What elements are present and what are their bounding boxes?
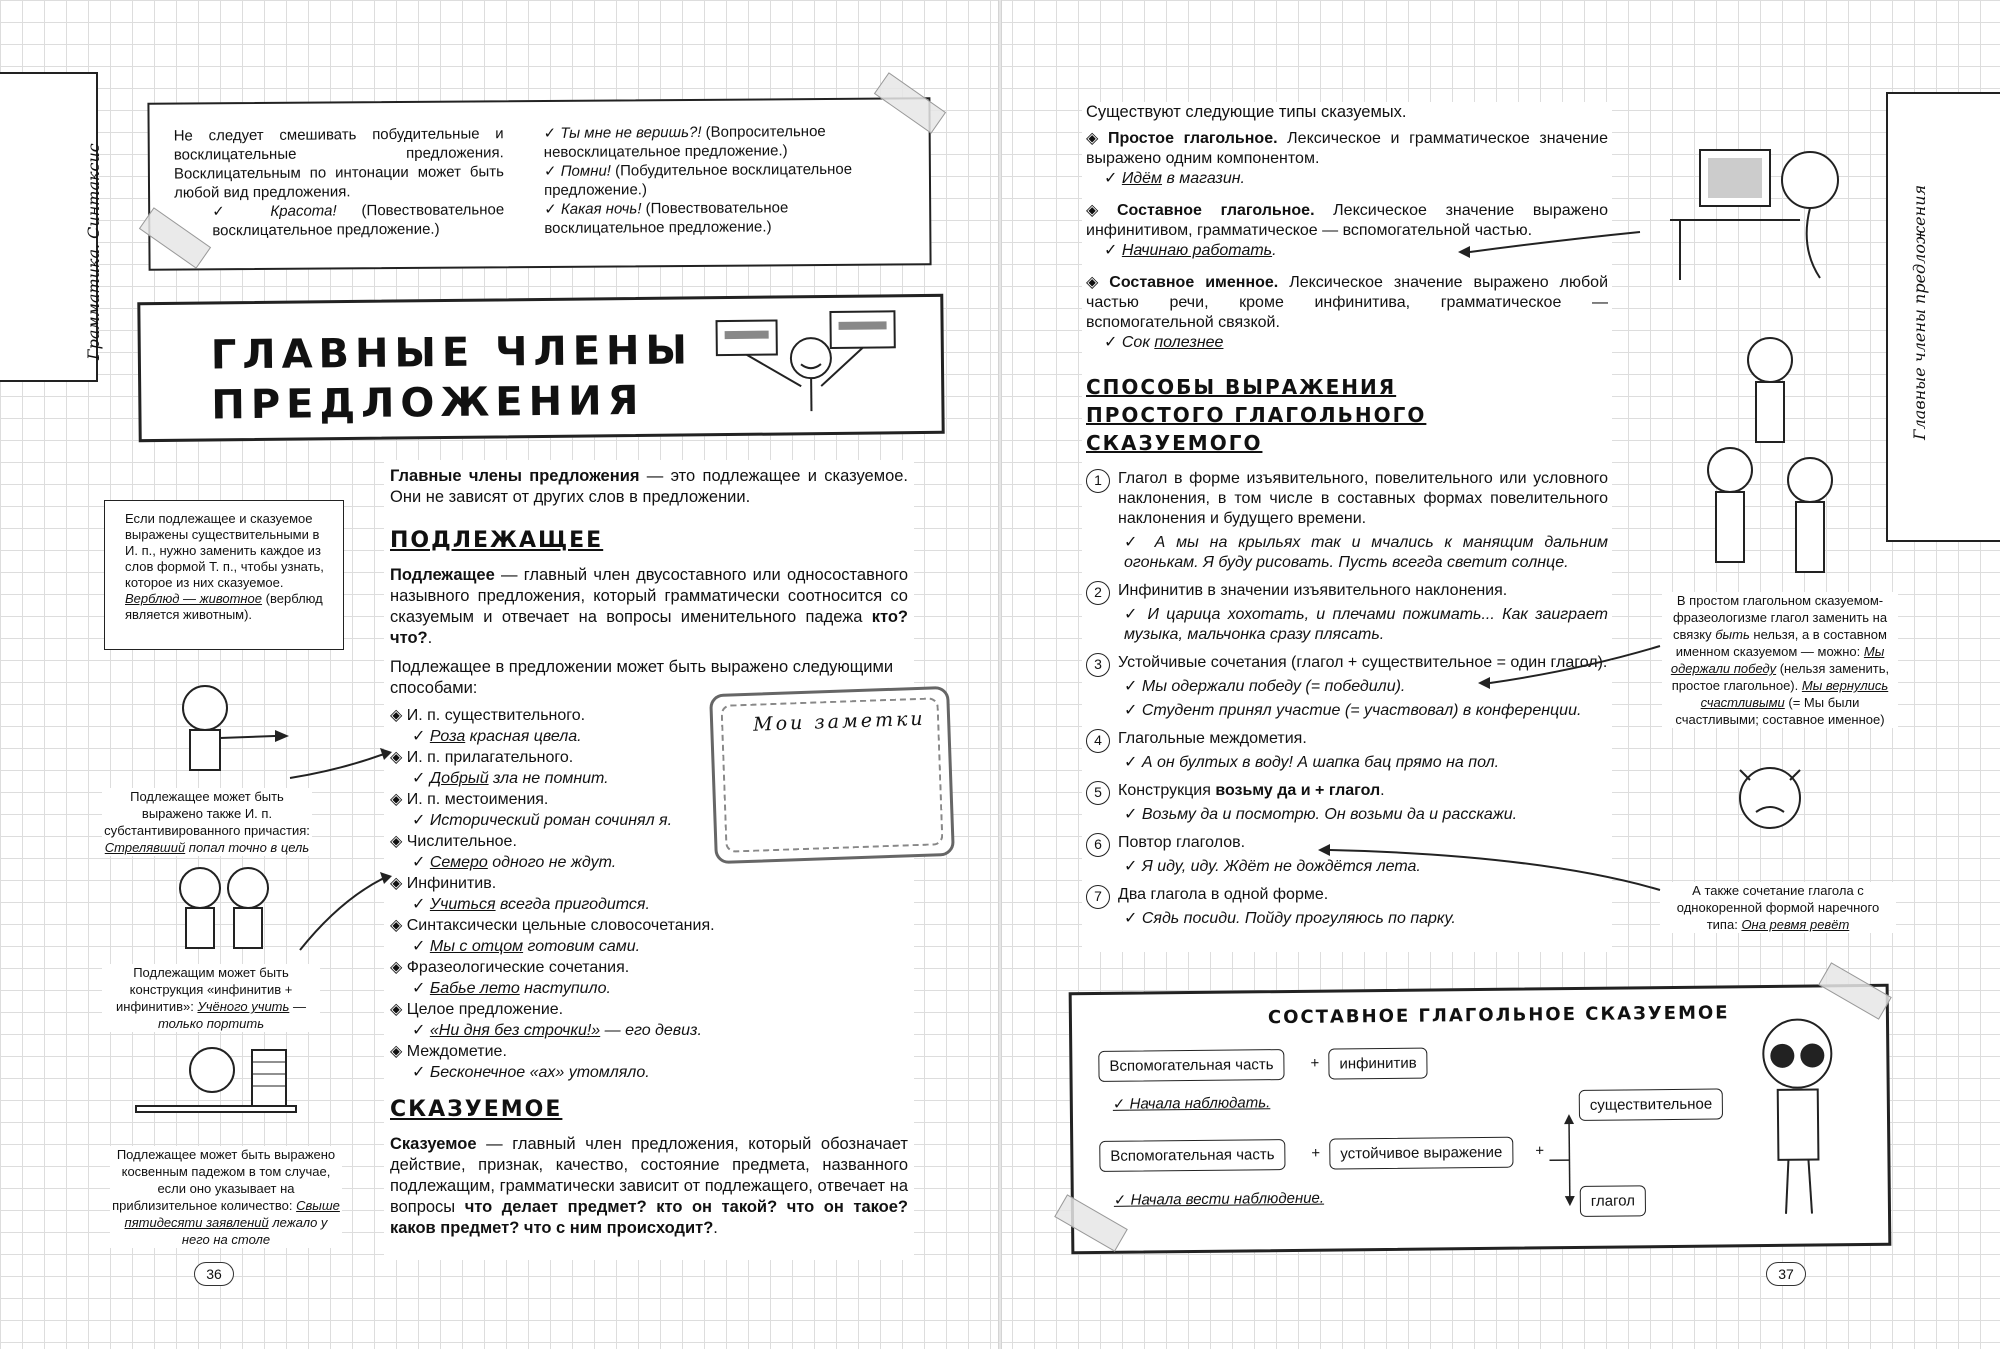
caption-text: (нельзя заменить, простое глагольное). <box>1671 661 1890 693</box>
example-comment: (Повествовательное восклицательное предложение.) <box>544 199 789 237</box>
example-rest: красная цвела. <box>465 728 582 745</box>
way-number: 7 <box>1086 885 1110 909</box>
example-rest: всегда пригодится. <box>495 896 650 913</box>
types-intro: Существуют следующие типы сказуемых. <box>1086 103 1407 121</box>
predicate-type-name: Составное глагольное. <box>1116 202 1315 219</box>
example-rest: Исторический роман сочинял я. <box>429 812 673 829</box>
way-number: 5 <box>1086 781 1110 805</box>
page-number-left: 36 <box>194 1262 234 1286</box>
top-note-example-comment: (Повествовательное восклицательное предложение.) <box>212 201 505 240</box>
predicate-type-desc: Лексическое значение выражено любой частью речи, кроме инфинитива, грамматическое — вспомогательной связкой. <box>1086 274 1609 331</box>
way-text: Инфинитив в значении изъявительного наклонения. <box>1118 582 1508 599</box>
subject-term: Подлежащее <box>390 566 495 584</box>
example-underlined: полезнее <box>1154 334 1224 351</box>
subject-way-item <box>390 915 908 957</box>
caption-example: Учёного учить <box>197 999 290 1014</box>
example-underlined: «Ни дня без строчки!» <box>429 1022 601 1039</box>
compound-predicate-scheme <box>1069 984 1892 1255</box>
example-underlined: Бабье лето <box>429 980 520 997</box>
way-text: Конструкция <box>1118 782 1216 799</box>
scheme-branch-arrows <box>1549 1110 1590 1210</box>
caption-adverbial-form <box>1660 882 1896 933</box>
subject-way-label: ◈ И. п. местоимения. <box>390 789 908 810</box>
caption-text: А также сочетание глагола с однокоренной формой наречного типа: <box>1676 883 1880 932</box>
example-rest: готовим сами. <box>523 938 641 955</box>
right-tab-label: Главные члены предложения <box>1910 184 1929 440</box>
way-item <box>1086 577 1608 649</box>
tip-text: Если подлежащее и сказуемое выражены существительными в И. п., нужно заменить каждое из слов формой Т. п., чтобы узнать, которое из них сказуемое. <box>125 511 324 590</box>
girl-with-binoculars-illustration <box>1732 1003 1864 1224</box>
caption-text: нельзя, а в составном именном сказуемом — можно: <box>1675 627 1887 659</box>
two-kids-illustration <box>160 858 290 968</box>
way-text: Устойчивые сочетания (глагол + существительное = один глагол). <box>1118 654 1608 671</box>
example-line: ✓ Ты мне не веришь?! <box>544 124 702 142</box>
way-example: ✓ А мы на крыльях так и мчались к манящим дальним огонькам. Я буду рисовать. Пусть всегда светит солнце. <box>1118 533 1608 573</box>
caption-example-rest: попал точно в цель <box>185 840 310 855</box>
subject-way-label: ◈ И. п. прилагательного. <box>390 747 908 768</box>
predicate-type-name: Составное именное. <box>1109 274 1279 291</box>
example-underlined: Идём <box>1121 170 1163 187</box>
way-item <box>1086 829 1608 881</box>
scheme-aux-part-2: Вспомогательная часть <box>1099 1139 1285 1172</box>
title-banner <box>137 294 944 442</box>
example-rest: Сок <box>1121 334 1155 351</box>
way-item <box>1086 777 1608 829</box>
subject-way-label: ◈ И. п. существительного. <box>390 705 908 726</box>
predicate-type-desc: Лексическое и грамматическое значение выражено одним компонентом. <box>1086 130 1609 167</box>
way-number: 6 <box>1086 833 1110 857</box>
top-note-text: Не следует смешивать побудительные и восклицательные предложения. Восклицательным по интонации может быть любой вид предложения. <box>173 125 504 202</box>
caption-infinitive-subject <box>102 964 320 1032</box>
caption-text: Подлежащее может быть выражено косвенным падежом в том случае, если оно указывает на приблизительное количество: <box>112 1147 336 1213</box>
example-rest: . <box>1272 242 1277 259</box>
example-line: ✓ Помни! <box>544 163 611 180</box>
subject-intro2: Подлежащее в предложении может быть выражено следующими способами: <box>390 658 894 697</box>
right-main-column <box>1082 102 1612 952</box>
subject-way-label: ◈ Фразеологические сочетания. <box>390 957 908 978</box>
example-rest: наступило. <box>519 980 611 997</box>
caption-example-rest: лежало у него на столе <box>181 1215 328 1247</box>
way-item <box>1086 725 1608 777</box>
way-number: 3 <box>1086 653 1110 677</box>
predicate-questions: что делает предмет? кто он такой? что он такое? каков предмет? что с ним происходит? <box>390 1198 908 1237</box>
predicate-types-list <box>1086 123 1608 359</box>
way-number: 4 <box>1086 729 1110 753</box>
way-example: ✓ Студент принял участие (= участвовал) в конференции. <box>1118 701 1608 721</box>
scheme-infinitive: инфинитив <box>1328 1048 1428 1080</box>
way-text: Глагольные междометия. <box>1118 730 1307 747</box>
left-tab-label: Грамматика. Синтаксис <box>84 143 103 360</box>
scheme-example-2: ✓ Начала вести наблюдение. <box>1114 1189 1324 1210</box>
subject-way-example <box>390 1020 908 1041</box>
subject-way-label: ◈ Междометие. <box>390 1041 908 1062</box>
way-text-end: . <box>1380 782 1385 799</box>
example-underlined: Мы с отцом <box>429 938 524 955</box>
caption-participle-subject <box>102 788 312 856</box>
scheme-example-1: ✓ Начала наблюдать. <box>1113 1093 1271 1114</box>
way-number: 2 <box>1086 581 1110 605</box>
scheme-aux-part-1: Вспомогательная часть <box>1098 1049 1284 1082</box>
caption-text: Подлежащее может быть выражено также И. п. субстантивированного причастия: <box>104 789 310 838</box>
caption-text: (= Мы были счастливыми; составное именное) <box>1675 695 1885 727</box>
predicate-term: Сказуемое <box>390 1135 477 1153</box>
predicate-type-item <box>1086 123 1608 195</box>
caption-text: Подлежащим может быть конструкция «инфинитив + инфинитив»: <box>116 965 293 1014</box>
example-rest: Бесконечное «ах» утомляло. <box>429 1064 650 1081</box>
example-underlined: Роза <box>429 728 466 745</box>
subject-way-example <box>390 978 908 999</box>
scheme-plus: + <box>1310 1054 1320 1072</box>
top-note-examples <box>544 122 875 238</box>
subject-way-label: ◈ Числительное. <box>390 831 908 852</box>
scheme-noun: существительное <box>1579 1088 1724 1121</box>
way-example: ✓ Сядь посиди. Пойду прогуляюсь по парку. <box>1118 909 1608 929</box>
example-rest: зла не помнит. <box>488 770 609 787</box>
kid-with-arrow-illustration <box>165 678 295 788</box>
my-notes-box <box>709 686 955 864</box>
example-underlined: Учиться <box>429 896 496 913</box>
scheme-plus: + <box>1535 1142 1545 1160</box>
example-underlined: Семеро <box>429 854 488 871</box>
banner-title-line1: ГЛАВНЫЕ ЧЛЕНЫ <box>210 327 694 379</box>
example-rest: — его девиз. <box>600 1022 702 1039</box>
subject-way-item <box>390 873 908 915</box>
caption-text: В простом глагольном сказуемом-фразеологизме глагол заменить на связку <box>1672 593 1888 642</box>
way-item <box>1086 649 1608 725</box>
caption-phraseologism <box>1662 592 1898 728</box>
way-text-bold: возьму да и + глагол <box>1215 782 1381 799</box>
predicate-type-item <box>1086 195 1608 267</box>
banner-title-line2: ПРЕДЛОЖЕНИЯ <box>211 377 645 429</box>
way-item <box>1086 465 1608 577</box>
my-notes-label: Мои заметки <box>752 707 926 736</box>
scheme-title: СОСТАВНОЕ ГЛАГОЛЬНОЕ СКАЗУЕМОЕ <box>1267 1002 1730 1029</box>
example-rest: в магазин. <box>1162 170 1245 187</box>
top-note-example: ✓ Красота! <box>212 202 337 220</box>
predicate-heading: СКАЗУЕМОЕ <box>390 1097 563 1122</box>
ways-list <box>1086 465 1608 933</box>
subject-way-example <box>390 894 908 915</box>
kids-pyramid-illustration <box>1690 330 1850 590</box>
caption-example: Свыше пятидесяти заявлений <box>124 1198 340 1230</box>
predicate-type-example <box>1086 333 1608 353</box>
ways-heading: СПОСОБЫ ВЫРАЖЕНИЯ ПРОСТОГО ГЛАГОЛЬНОГО СКАЗУЕМОГО <box>1086 375 1427 455</box>
subject-way-item <box>390 957 908 999</box>
predicate-type-desc: Лексическое значение выражено инфинитивом, грамматическое — вспомогательной частью. <box>1086 202 1609 239</box>
tip-example-note: (верблюд является животным). <box>125 591 323 622</box>
caption-example: Мы одержали победу <box>1670 644 1885 676</box>
intro-text: — это подлежащее и сказуемое. Они не зависят от других слов в предложении. <box>390 467 909 506</box>
way-text: Два глагола в одной форме. <box>1118 886 1329 903</box>
subject-definition: — главный член двусоставного или односоставного назывного предложения, который грамматически соотносится со сказуемым и отвечает на вопросы именительного падежа <box>390 566 908 626</box>
predicate-type-example <box>1086 169 1608 189</box>
kid-with-signs-illustration <box>710 305 911 427</box>
predicate-definition: — главный член предложения, который обозначает действие, признак, качество, состояние предмета, названного подлежащим, грамматически зависит от подлежащего, отвечает на вопросы <box>390 1135 908 1216</box>
left-main-column: Главные члены предложения — это подлежащее и сказуемое. Они не зависят от других слов в предложении. ПОДЛЕЖАЩЕЕ Подлежащее — главный член двусоставного или односоставного назывного предложения, который грамматически соотносится со сказуемым и отвечает на вопросы именительного падежа кто? что?. Подлежащее в предложении может быть выражено следующими способами: ◈ И. п. существительного. ✓ Роза красная цвела. ◈ И. п. прилагательного. ✓ Добрый зла не помнит. ◈ И. п. местоимения. ✓ Исторический роман сочинял я. ◈ Числительное. ✓ Семеро одного не ждут. ◈ Инфинитив. ✓ Учиться всегда пригодится. ◈ Синтаксически цельные словосочетания. ✓ Мы с отцом готовим сами. ◈ Фразеологические сочетания. ✓ Бабье лето наступило. ◈ Целое предложение. ✓ «Ни дня без строчки!» — его девиз. ◈ Междометие. ✓ Бесконечное «ах» утомляло. СКАЗУЕМОЕ Сказуемое — главный член предложения, который обозначает действие, признак, качество, состояние предмета, названного подлежащим, грамматически зависит от подлежащего, отвечает на вопросы что делает предмет? кто он такой? что он такое? каков предмет? что с ним происходит?. <box>384 460 914 1260</box>
way-example: ✓ И царица хохотать, и плечами пожимать... Как заиграет музыка, мальчонка сразу плясать. <box>1118 605 1608 645</box>
way-number: 1 <box>1086 469 1110 493</box>
example-underlined: Добрый <box>429 770 489 787</box>
way-example: ✓ Возьму да и посмотрю. Он возьми да и расскажи. <box>1118 805 1608 825</box>
caption-example-rest: — только портить <box>157 999 306 1031</box>
crying-kid-illustration <box>1720 750 1820 860</box>
way-text: Глагол в форме изъявительного, повелительного или условного наклонения, в том числе в составных формах повелительного наклонения и будущего времени. <box>1118 470 1608 527</box>
subject-way-label: ◈ Синтаксически цельные словосочетания. <box>390 915 908 936</box>
kid-at-laptop-illustration <box>1660 130 1860 290</box>
scheme-stable-expression: устойчивое выражение <box>1329 1137 1513 1170</box>
way-example: ✓ А он бултых в воду! А шапка бац прямо на пол. <box>1118 753 1608 773</box>
way-example: ✓ Мы одержали победу (= победили). <box>1118 677 1608 697</box>
predicate-type-name: Простое глагольное. <box>1107 130 1278 147</box>
scheme-verb: глагол <box>1580 1185 1646 1217</box>
subject-way-label: ◈ Целое предложение. <box>390 999 908 1020</box>
subject-way-label: ◈ Инфинитив. <box>390 873 908 894</box>
page-number-right: 37 <box>1766 1262 1806 1286</box>
subject-heading: ПОДЛЕЖАЩЕЕ <box>390 528 604 553</box>
caption-case-subject <box>110 1146 342 1248</box>
caption-example: Стрелявший <box>104 840 186 855</box>
subject-way-item <box>390 999 908 1041</box>
example-line: ✓ Какая ночь! <box>544 200 641 218</box>
caption-example: Мы вернулись счастливыми <box>1700 678 1889 710</box>
tip-example: Верблюд — животное <box>125 591 263 606</box>
example-rest: одного не ждут. <box>487 854 617 871</box>
subject-way-item <box>390 1041 908 1083</box>
example-comment: (Вопросительное невосклицательное предложение.) <box>543 123 826 161</box>
way-text: Повтор глаголов. <box>1118 834 1246 851</box>
kid-at-desk-illustration <box>132 1040 302 1140</box>
predicate-type-example <box>1086 241 1608 261</box>
left-top-note-box <box>147 97 931 270</box>
caption-example: быть <box>1715 627 1750 642</box>
predicate-type-item <box>1086 267 1608 359</box>
example-underlined: Начинаю работать <box>1121 242 1273 259</box>
intro-term: Главные члены предложения <box>390 467 640 485</box>
scheme-plus: + <box>1311 1144 1321 1162</box>
right-side-tab <box>1886 92 2000 542</box>
way-example: ✓ Я иду, иду. Ждёт не дождётся лета. <box>1118 857 1608 877</box>
subject-way-example <box>390 1062 908 1083</box>
subject-way-example <box>390 936 908 957</box>
caption-example: Она ревмя ревёт <box>1741 917 1850 932</box>
way-item <box>1086 881 1608 933</box>
example-comment: (Побудительное восклицательное предложение.) <box>543 160 853 199</box>
book-spine <box>998 0 1002 1349</box>
side-tip-box <box>104 500 344 650</box>
subject-questions: кто? что? <box>390 608 908 647</box>
